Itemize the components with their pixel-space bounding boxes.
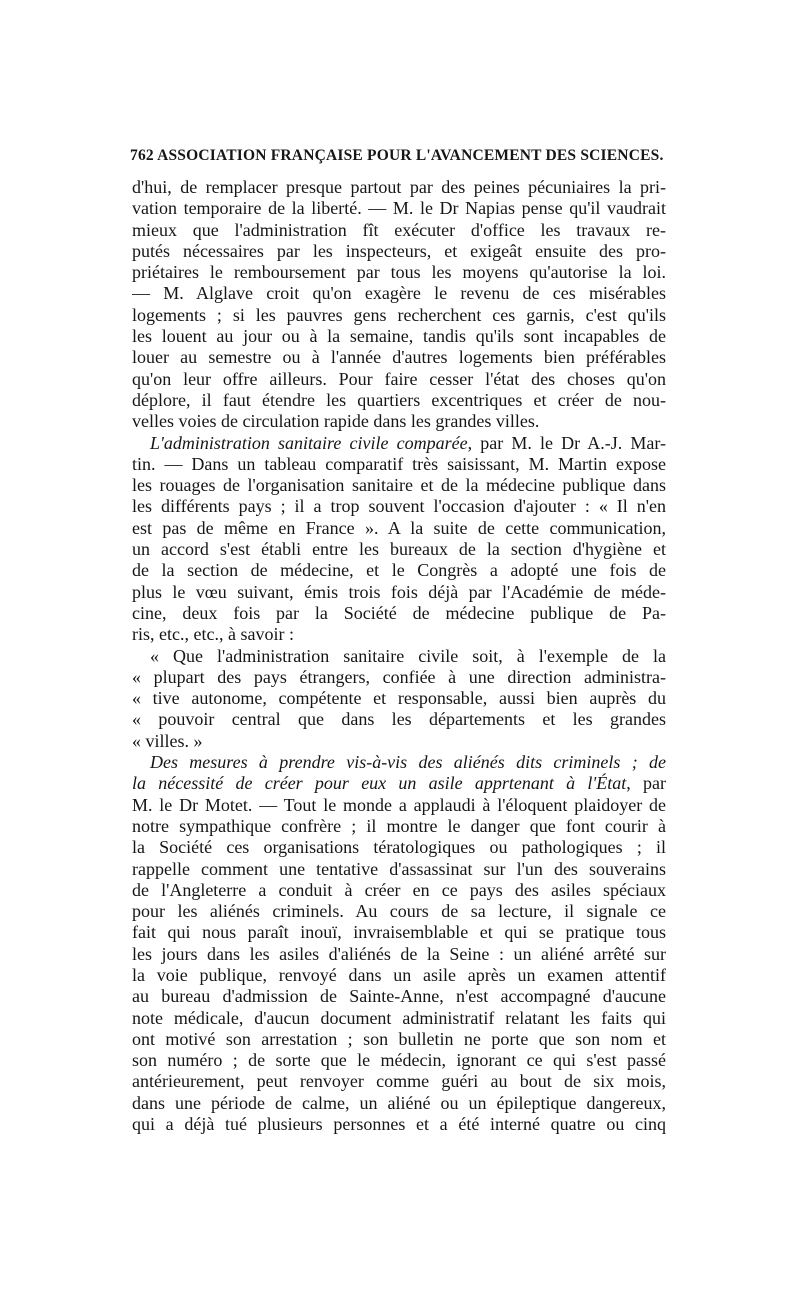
text-line: son numéro ; de sorte que le médecin, ignorant ce qui s'est passé — [132, 1050, 666, 1071]
text-line: « tive autonome, compétente et responsable, aussi bien auprès du — [132, 688, 666, 709]
text-line: ris, etc., etc., à savoir : — [132, 624, 294, 645]
text-line: louer au semestre ou à l'année d'autres logements bien préférables — [132, 347, 666, 368]
text-line: au bureau d'admission de Sainte-Anne, n'est accompagné d'aucune — [132, 986, 666, 1007]
text-line: les rouages de l'organisation sanitaire et de la médecine publique dans — [132, 475, 666, 496]
text-line: « pouvoir central que dans les départements et les grandes — [132, 709, 666, 730]
text-line: « plupart des pays étrangers, confiée à une direction administra- — [132, 666, 666, 687]
text-line: plus le vœu suivant, émis trois fois déjà par l'Académie de méde- — [132, 581, 666, 602]
page-number: 762 — [130, 147, 154, 164]
text-line: antérieurement, peut renvoyer comme guéri au bout de six mois, — [132, 1071, 666, 1092]
text-line: qui a déjà tué plusieurs personnes et a été interné quatre ou cinq — [132, 1114, 666, 1135]
text-line: est pas de même en France ». A la suite de cette communication, — [132, 517, 666, 538]
text-line: un accord s'est établi entre les bureaux de la section d'hygiène et — [132, 539, 666, 560]
text-line: cine, deux fois par la Société de médecine publique de Pa- — [132, 602, 666, 623]
text-line: la voie publique, renvoyé dans un asile après un examen attentif — [132, 964, 666, 985]
text-line: velles voies de circulation rapide dans les grandes villes. — [132, 411, 540, 432]
text-line: logements ; si les pauvres gens recherchent ces garnis, c'est qu'ils — [132, 304, 666, 325]
text-line: mieux que l'administration fît exécuter d'office les travaux re- — [132, 219, 666, 240]
text-line: dans une période de calme, un aliéné ou un épileptique dangereux, — [132, 1092, 666, 1113]
text-line: notre sympathique confrère ; il montre le danger que font courir à — [132, 815, 666, 836]
text-line: « Que l'administration sanitaire civile soit, à l'exemple de la — [150, 645, 666, 666]
text-line: les jours dans les asiles d'aliénés de la Seine : un aliéné arrêté sur — [132, 943, 666, 964]
text-line: pour les aliénés criminels. Au cours de sa lecture, il signale ce — [132, 901, 666, 922]
text-line: tin. — Dans un tableau comparatif très saisissant, M. Martin expose — [132, 453, 666, 474]
text-line: d'hui, de remplacer presque partout par des peines pécuniaires la pri- — [132, 177, 666, 197]
text-line: « villes. » — [132, 730, 203, 751]
text-line: vation temporaire de la liberté. — M. le Dr Napias pense qu'il vaudrait — [132, 198, 666, 219]
text-line: la Société ces organisations tératologiques ou pathologiques ; il — [132, 837, 666, 858]
text-line: note médicale, d'aucun document administratif relatant les faits qui — [132, 1007, 666, 1028]
running-title: ASSOCIATION FRANÇAISE POUR L'AVANCEMENT DES SCIENCES. — [157, 147, 664, 164]
text-line: de l'Angleterre a conduit à créer en ce pays des asiles spéciaux — [132, 879, 666, 900]
text-line: la nécessité de créer pour eux un asile apprtenant à l'État, par — [132, 773, 666, 794]
text-line: fait qui nous paraît inouï, invraisemblable et qui se pratique tous — [132, 922, 666, 943]
text-line: déplore, il faut étendre les quartiers excentriques et créer de nou- — [132, 389, 666, 410]
body-text — [132, 177, 666, 1135]
text-line: de la section de médecine, et le Congrès a adopté une fois de — [132, 560, 666, 581]
running-header — [130, 147, 670, 165]
text-line: ont motivé son arrestation ; son bulletin ne porte que son nom et — [132, 1028, 666, 1049]
text-line: priétaires le remboursement par tous les moyens qu'autorise la loi. — [132, 262, 666, 283]
text-line: les différents pays ; il a trop souvent l'occasion d'ajouter : « Il n'en — [132, 496, 666, 517]
text-line: les louent au jour ou à la semaine, tandis qu'ils sont incapables de — [132, 326, 666, 347]
text-line: — M. Alglave croit qu'on exagère le revenu de ces misérables — [132, 283, 666, 304]
text-line: putés nécessaires par les inspecteurs, et exigeât ensuite des pro- — [132, 240, 666, 261]
text-line: rappelle comment une tentative d'assassinat sur l'un des souverains — [132, 858, 666, 879]
text-line: L'administration sanitaire civile comparée, par M. le Dr A.-J. Mar- — [150, 432, 666, 453]
text-line: qu'on leur offre ailleurs. Pour faire cesser l'état des choses qu'on — [132, 368, 666, 389]
text-line: Des mesures à prendre vis-à-vis des aliénés dits criminels ; de — [150, 752, 666, 773]
text-line: M. le Dr Motet. — Tout le monde a applaudi à l'éloquent plaidoyer de — [132, 794, 666, 815]
